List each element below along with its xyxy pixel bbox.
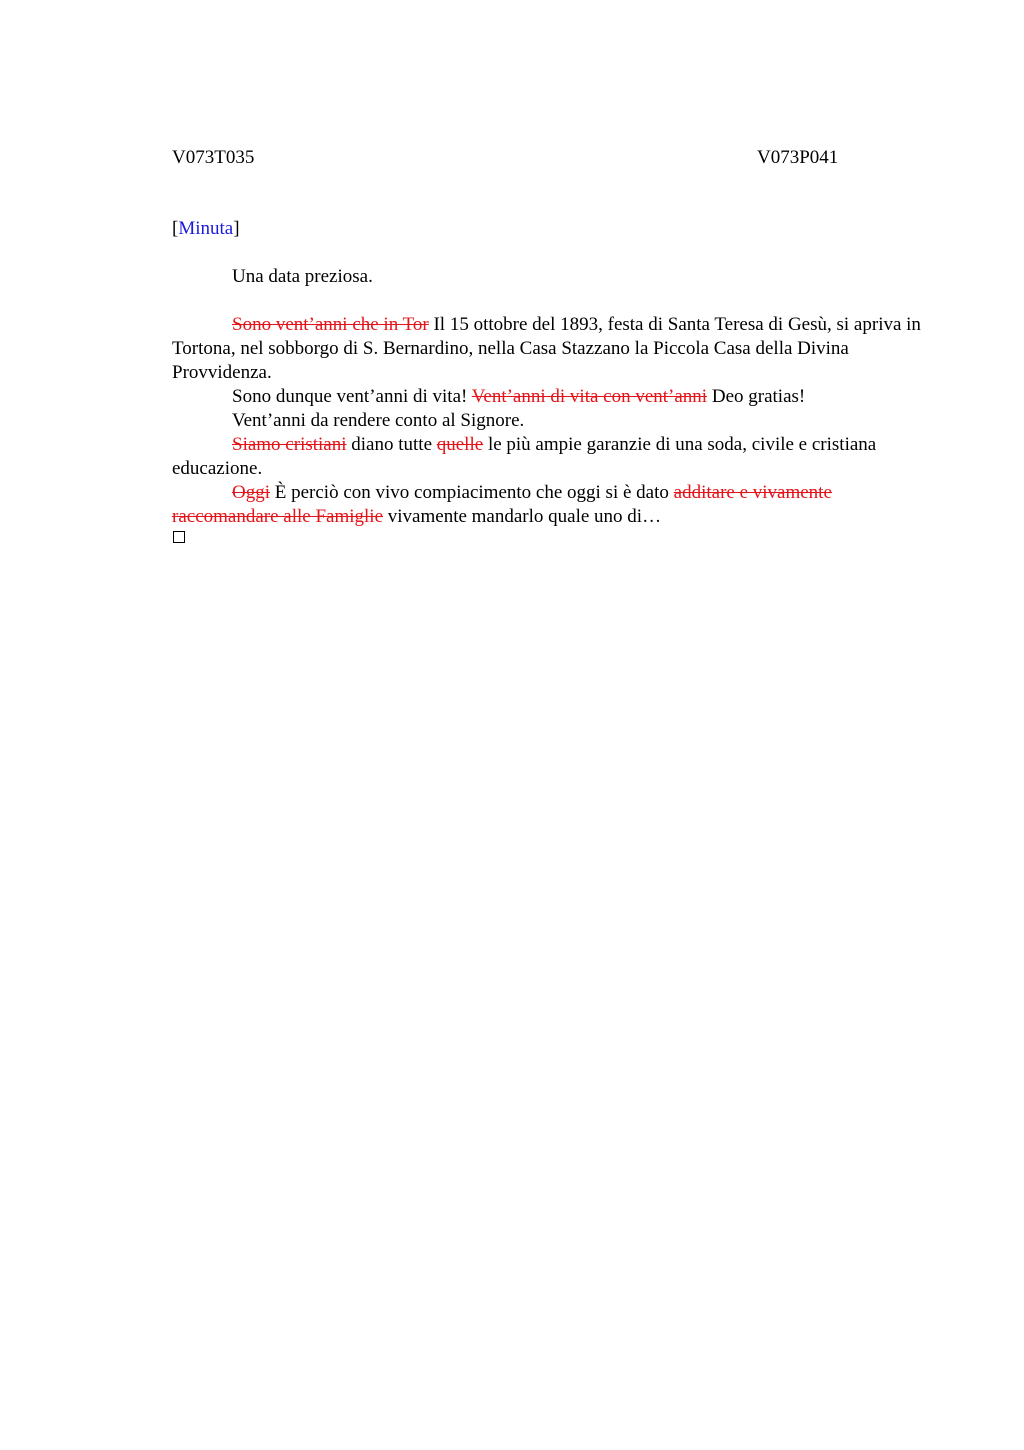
deleted-text: Oggi bbox=[232, 482, 270, 503]
paragraph-text: vivamente mandarlo quale uno di… bbox=[383, 506, 662, 527]
paragraph bbox=[172, 313, 942, 385]
page-code: V073P041 bbox=[757, 147, 839, 168]
paragraph-text: Sono dunque vent’anni di vita! bbox=[232, 386, 472, 407]
document-type bbox=[172, 218, 240, 240]
close-bracket: ] bbox=[233, 218, 240, 239]
paragraph bbox=[172, 481, 942, 529]
paragraph bbox=[172, 409, 942, 433]
paragraph-text: Vent’anni da rendere conto al Signore. bbox=[232, 410, 525, 431]
document-title: Una data preziosa. bbox=[232, 266, 373, 287]
deleted-text: Siamo cristiani bbox=[232, 434, 347, 455]
paragraph-text: diano tutte bbox=[346, 434, 437, 455]
paragraph-text: le più ampie garanzie di una soda, civile e cristiana educazione. bbox=[172, 434, 877, 479]
paragraph bbox=[172, 433, 942, 481]
paragraph-text: Deo gratias! bbox=[707, 386, 806, 407]
deleted-text: quelle bbox=[436, 434, 484, 455]
paragraph-text: Il 15 ottobre del 1893, festa di Santa Teresa di Gesù, si apriva in Tortona, nel sobborgo di S. Bernardino, nella Casa Stazzano la Piccola Casa della Divina Provvidenza. bbox=[172, 314, 921, 383]
document-type-label: Minuta bbox=[178, 218, 234, 239]
document-body bbox=[172, 313, 942, 529]
deleted-text: Vent’anni di vita con vent’anni bbox=[471, 386, 708, 407]
deleted-text: additare e vivamente raccomandare alle Famiglie bbox=[172, 482, 832, 527]
paragraph-text: È perciò con vivo compiacimento che oggi si è dato bbox=[270, 482, 674, 503]
checkbox-icon bbox=[173, 531, 185, 543]
document-code: V073T035 bbox=[172, 147, 255, 168]
paragraph bbox=[172, 385, 942, 409]
deleted-text: Sono vent’anni che in Tor bbox=[232, 314, 429, 335]
open-bracket: [ bbox=[172, 218, 179, 239]
